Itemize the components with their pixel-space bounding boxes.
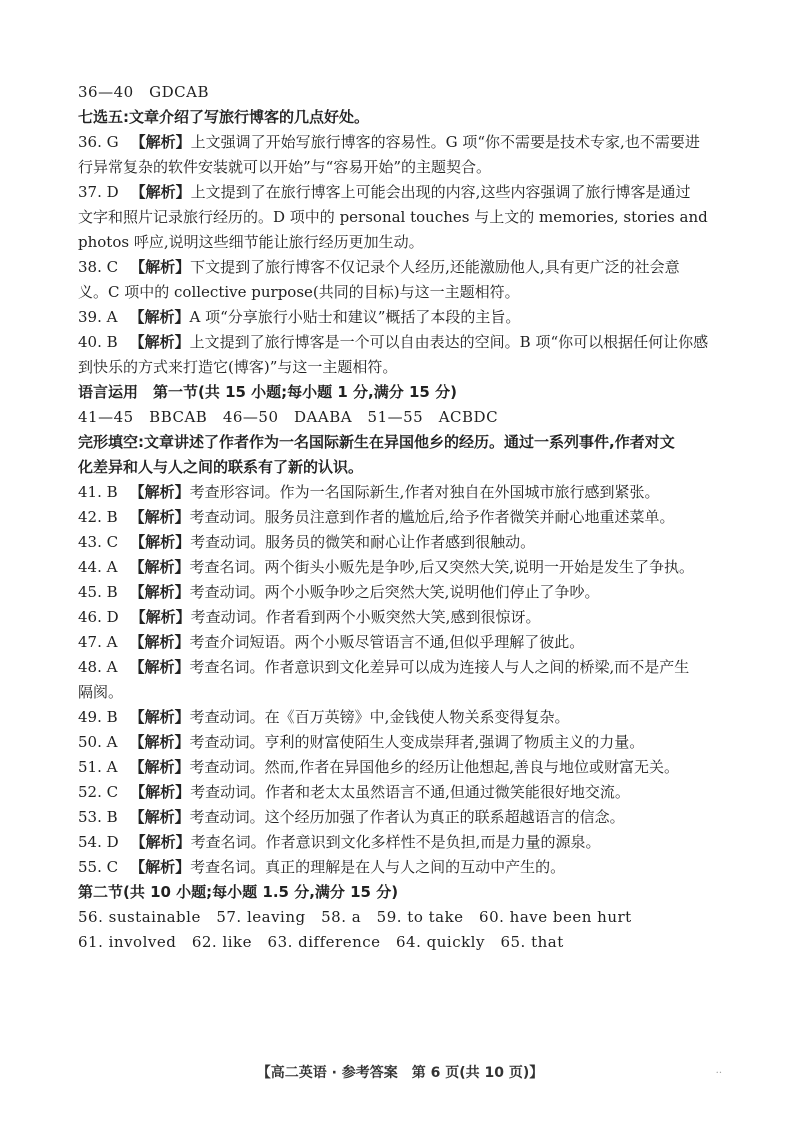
answer-item [78,480,742,505]
analysis-tag: 【解析】 [129,733,190,751]
explanation-text: 考查动词。亨利的财富使陌生人变成崇拜者,强调了物质主义的力量。 [189,733,645,751]
explanation-continuation: 隔阂。 [78,683,124,701]
answer-item [78,605,742,630]
explanation-text: 考查形容词。作为一名国际新生,作者对独自在外国城市旅行感到紧张。 [189,483,660,501]
explanation-text: 考查动词。服务员的微笑和耐心让作者感到很触动。 [190,533,536,551]
explanation-text: 考查动词。服务员注意到作者的尴尬后,给予作者微笑并耐心地重述菜单。 [189,508,675,526]
explanation-text: 考查动词。作者和老太太虽然语言不通,但通过微笑能很好地交流。 [190,783,630,801]
answer-summary: 41—45 BBCAB 46—50 DAABA 51—55 ACBDC [78,408,499,426]
answer-item [78,730,742,755]
answer-item [78,805,742,830]
analysis-tag: 【解析】 [130,858,191,876]
explanation-text: 考查动词。然而,作者在异国他乡的经历让他想起,善良与地位或财富无关。 [189,758,680,776]
section-heading: 语言运用 第一节(共 15 小题;每小题 1 分,满分 15 分) [78,383,457,401]
explanation-text: 上文强调了开始写旅行博客的容易性。G 项“你不需要是技术专家,也不需要进 [190,133,700,151]
page-footer: 【高二英语 · 参考答案 第 6 页(共 10 页)】 [256,1065,544,1081]
explanation-text: 考查名词。两个街头小贩先是争吵,后又突然大笑,说明一开始是发生了争执。 [189,558,695,576]
answer-item [78,555,742,580]
question-number: 37. D [78,183,119,201]
question-number: 38. C [78,258,119,276]
explanation-text: 考查动词。两个小贩争吵之后突然大笑,说明他们停止了争吵。 [189,583,600,601]
answer-item [78,255,742,280]
answer-item [78,305,742,330]
answer-item [78,530,742,555]
explanation-text: 考查名词。真正的理解是在人与人之间的互动中产生的。 [190,858,566,876]
answer-item [78,830,742,855]
answer-item [78,330,742,355]
section-heading: 化差异和人与人之间的联系有了新的认识。 [78,458,364,476]
question-number: 44. A [78,558,118,576]
explanation-text: A 项“分享旅行小贴士和建议”概括了本段的主旨。 [189,308,521,326]
answer-item [78,655,742,680]
answer-item [78,630,742,655]
answer-item [78,855,742,880]
explanation-continuation: 行异常复杂的软件安装就可以开始”与“容易开始”的主题契合。 [78,158,492,176]
question-number: 48. A [78,658,118,676]
analysis-tag: 【解析】 [130,183,191,201]
analysis-tag: 【解析】 [129,308,190,326]
analysis-tag: 【解析】 [129,483,190,501]
answer-summary: 36—40 GDCAB [78,83,210,101]
explanation-text: 考查动词。这个经历加强了作者认为真正的联系超越语言的信念。 [189,808,625,826]
question-number: 43. C [78,533,119,551]
explanation-text: 考查名词。作者意识到文化多样性不是负担,而是力量的源泉。 [190,833,601,851]
question-number: 54. D [78,833,119,851]
analysis-tag: 【解析】 [129,808,190,826]
question-number: 55. C [78,858,119,876]
analysis-tag: 【解析】 [129,558,190,576]
answer-summary: 56. sustainable 57. leaving 58. a 59. to take 60. have been hurt [78,908,632,926]
analysis-tag: 【解析】 [129,333,190,351]
analysis-tag: 【解析】 [130,258,191,276]
question-number: 40. B [78,333,118,351]
question-number: 41. B [78,483,118,501]
answer-item [78,705,742,730]
explanation-text: 下文提到了旅行博客不仅记录个人经历,还能激励他人,具有更广泛的社会意 [190,258,680,276]
answer-item [78,130,742,155]
question-number: 53. B [78,808,118,826]
question-number: 49. B [78,708,118,726]
analysis-tag: 【解析】 [129,583,190,601]
answer-item [78,780,742,805]
explanation-text: 考查介词短语。两个小贩尽管语言不通,但似乎理解了彼此。 [189,633,585,651]
analysis-tag: 【解析】 [130,608,191,626]
explanation-continuation: 义。C 项中的 collective purpose(共同的目标)与这一主题相符。 [78,283,520,301]
question-number: 51. A [78,758,118,776]
question-number: 39. A [78,308,118,326]
question-number: 50. A [78,733,118,751]
corner-mark: .. [715,1065,722,1076]
question-number: 47. A [78,633,118,651]
question-number: 42. B [78,508,118,526]
explanation-text: 考查动词。作者看到两个小贩突然大笑,感到很惊讶。 [190,608,541,626]
explanation-text: 考查名词。作者意识到文化差异可以成为连接人与人之间的桥梁,而不是产生 [189,658,690,676]
answer-item [78,580,742,605]
explanation-continuation: 到快乐的方式来打造它(博客)”与这一主题相符。 [78,358,398,376]
question-number: 46. D [78,608,119,626]
explanation-continuation: photos 呼应,说明这些细节能让旅行经历更加生动。 [78,233,424,251]
section-heading: 第二节(共 10 小题;每小题 1.5 分,满分 15 分) [78,883,399,901]
question-number: 36. G [78,133,119,151]
analysis-tag: 【解析】 [129,508,190,526]
answer-item [78,180,742,205]
explanation-text: 考查动词。在《百万英镑》中,金钱使人物关系变得复杂。 [189,708,570,726]
section-heading: 完形填空:文章讲述了作者作为一名国际新生在异国他乡的经历。通过一系列事件,作者对文 [78,433,675,451]
analysis-tag: 【解析】 [130,783,191,801]
answer-item [78,505,742,530]
analysis-tag: 【解析】 [129,633,190,651]
question-number: 45. B [78,583,118,601]
analysis-tag: 【解析】 [130,133,191,151]
analysis-tag: 【解析】 [129,658,190,676]
question-number: 52. C [78,783,119,801]
answer-item [78,755,742,780]
analysis-tag: 【解析】 [130,533,191,551]
answer-summary: 61. involved 62. like 63. difference 64. quickly 65. that [78,933,564,951]
analysis-tag: 【解析】 [129,708,190,726]
explanation-text: 上文提到了旅行博客是一个可以自由表达的空间。B 项“你可以根据任何让你感 [189,333,709,351]
analysis-tag: 【解析】 [129,758,190,776]
section-heading: 七选五:文章介绍了写旅行博客的几点好处。 [78,108,370,126]
answer-content [78,80,742,955]
explanation-continuation: 文字和照片记录旅行经历的。D 项中的 personal touches 与上文的 memories, stories and [78,208,708,226]
analysis-tag: 【解析】 [130,833,191,851]
explanation-text: 上文提到了在旅行博客上可能会出现的内容,这些内容强调了旅行博客是通过 [190,183,691,201]
